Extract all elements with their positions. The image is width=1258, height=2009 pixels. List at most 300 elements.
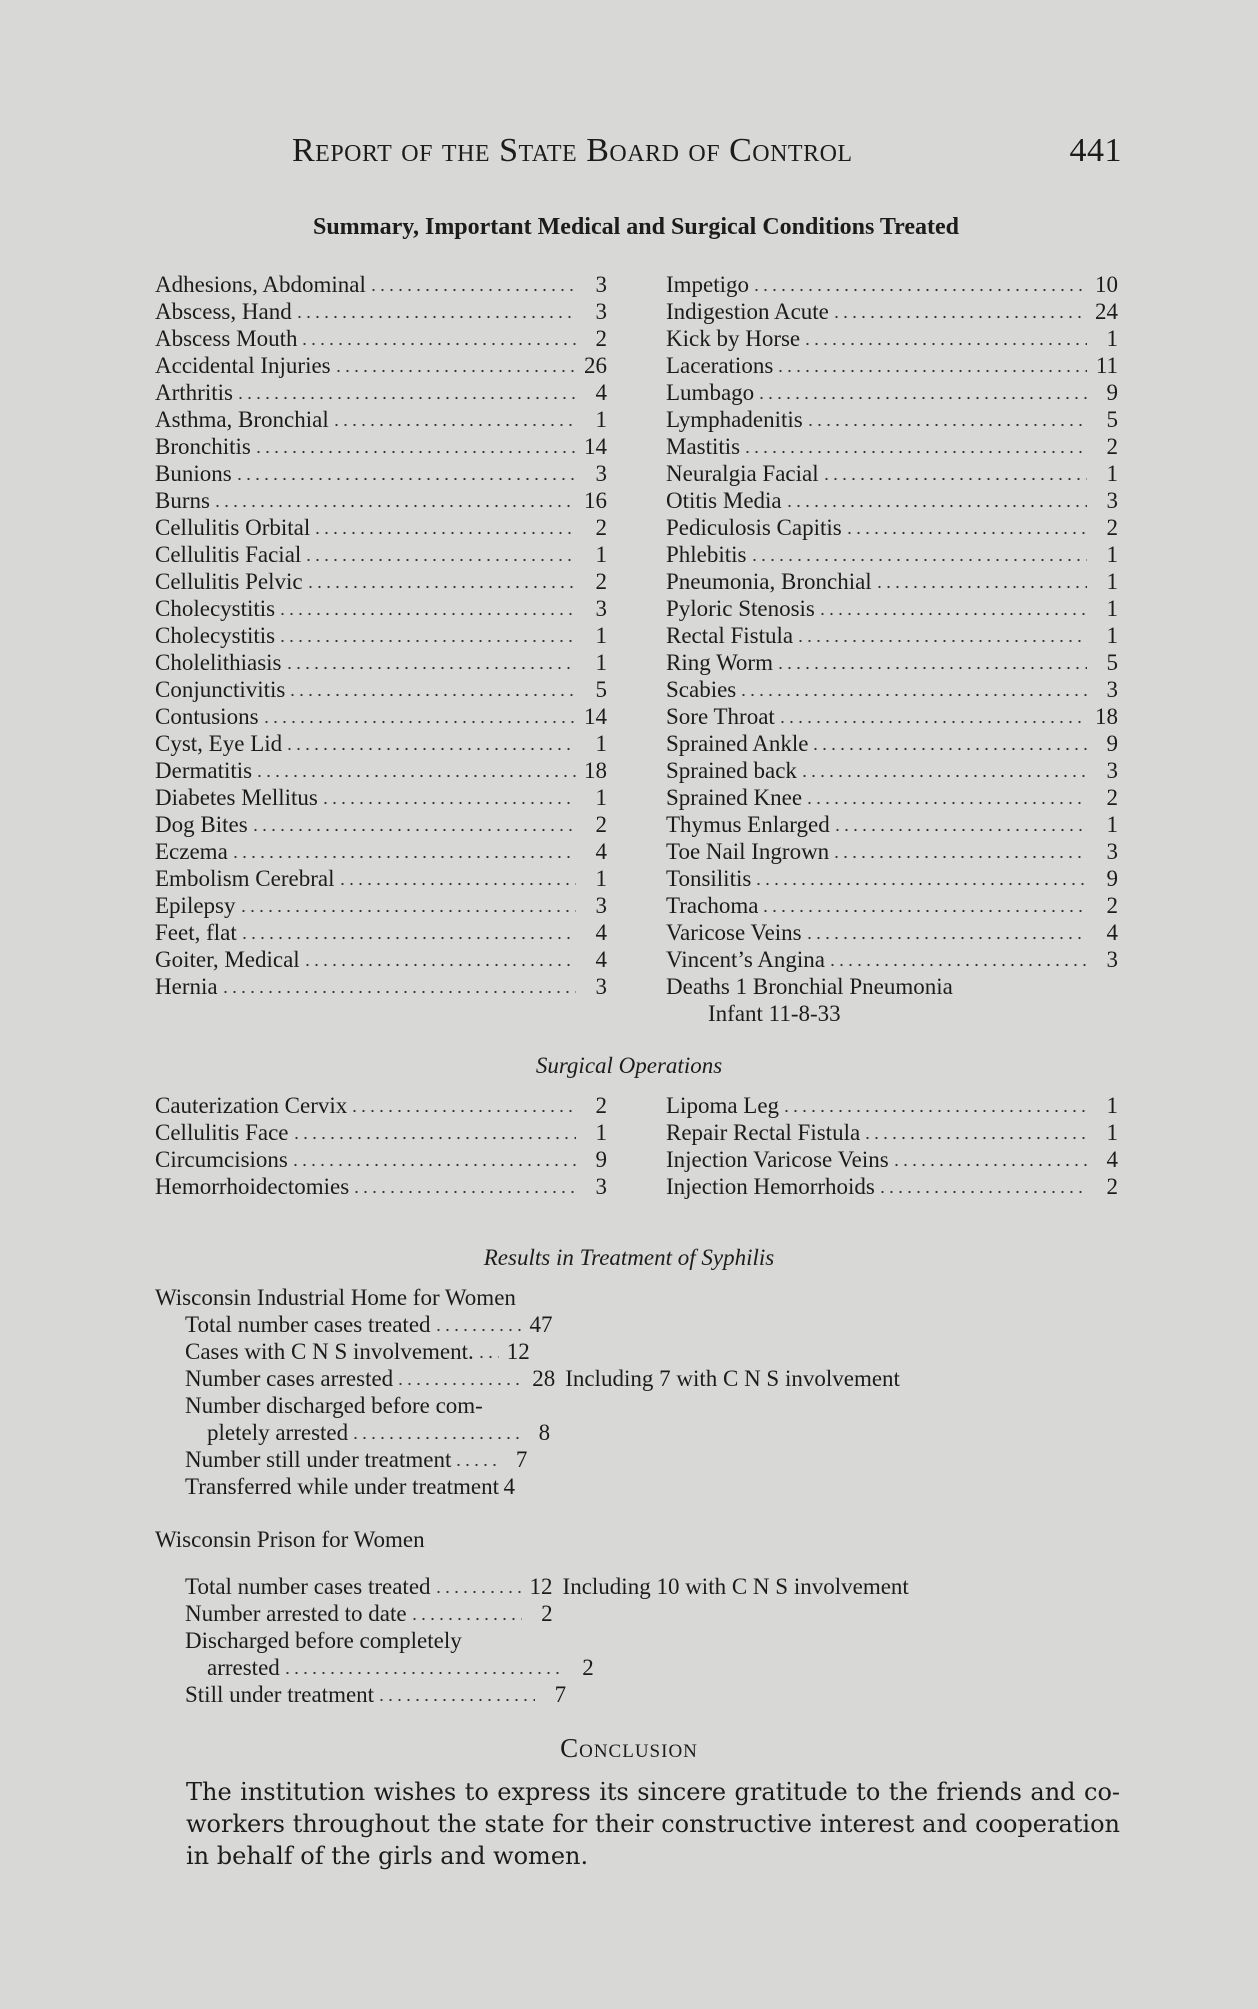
condition-label: Embolism Cerebral: [155, 866, 335, 891]
leader-dots: [803, 328, 1087, 346]
condition-count: 2: [595, 569, 607, 594]
condition-label: Kick by Horse: [666, 326, 801, 351]
condition-label: Arthritis: [155, 380, 233, 405]
condition-count: 1: [595, 407, 607, 432]
condition-count: 2: [1106, 434, 1118, 459]
condition-label: Burns: [155, 488, 210, 513]
condition-row: [155, 919, 607, 946]
condition-row: [155, 892, 607, 919]
condition-row: [155, 379, 607, 406]
condition-count: 2: [595, 326, 607, 351]
condition-row: [666, 568, 1118, 595]
leader-dots: [338, 868, 577, 886]
leader-dots: [805, 922, 1087, 940]
leader-dots: [754, 868, 1087, 886]
leader-dots: [334, 355, 576, 373]
condition-count: 5: [1106, 650, 1118, 675]
home-discharged-label-1: Number discharged before com-: [185, 1393, 483, 1418]
industrial-home-block: [155, 1284, 900, 1500]
condition-label: Pneumonia, Bronchial: [666, 569, 872, 594]
condition-count: 1: [595, 623, 607, 648]
home-still-label: Number still under treatment: [185, 1447, 452, 1472]
condition-row: [155, 703, 607, 730]
syphilis-title: Results in Treatment of Syphilis: [483, 1245, 775, 1270]
leader-dots: [278, 598, 576, 616]
condition-count: 9: [1106, 380, 1118, 405]
leader-dots: [291, 1149, 576, 1167]
leader-dots: [254, 436, 576, 454]
condition-count: 1: [1106, 623, 1118, 648]
condition-label: Lacerations: [666, 353, 774, 378]
home-arrested-row: [155, 1365, 900, 1392]
condition-row: [666, 784, 1118, 811]
leader-dots: [822, 463, 1087, 481]
condition-label: Varicose Veins: [666, 920, 802, 945]
home-transferred-row: [155, 1473, 900, 1500]
home-discharged-label-2: pletely arrested: [207, 1420, 349, 1445]
condition-count: 2: [1106, 785, 1118, 810]
condition-count: 18: [584, 758, 607, 783]
condition-label: Otitis Media: [666, 488, 782, 513]
leader-dots: [285, 733, 576, 751]
condition-row: [666, 703, 1118, 730]
home-discharged-row-1: [155, 1392, 900, 1419]
operation-label: Repair Rectal Fistula: [666, 1120, 861, 1145]
condition-row: [666, 352, 1118, 379]
operation-row: [666, 1146, 1118, 1173]
operation-count: 4: [1106, 1147, 1118, 1172]
prison-name: Wisconsin Prison for Women: [155, 1527, 425, 1552]
industrial-home-name: Wisconsin Industrial Home for Women: [155, 1285, 516, 1310]
condition-row: [155, 487, 607, 514]
condition-count: 4: [595, 947, 607, 972]
condition-row: [666, 595, 1118, 622]
leader-dots: [306, 571, 576, 589]
condition-row: [155, 622, 607, 649]
operation-count: 1: [595, 1120, 607, 1145]
operation-label: Cellulitis Face: [155, 1120, 289, 1145]
prison-arrested-label: Number arrested to date: [185, 1601, 407, 1626]
leader-dots: [863, 1122, 1087, 1140]
condition-row: [155, 271, 607, 298]
leader-dots: [805, 787, 1087, 805]
home-discharged-row-2: [155, 1419, 900, 1446]
condition-label: Contusions: [155, 704, 259, 729]
condition-label: Sprained Knee: [666, 785, 803, 810]
condition-count: 3: [1106, 488, 1118, 513]
leader-dots: [785, 490, 1087, 508]
condition-count: 1: [595, 542, 607, 567]
leader-dots: [752, 274, 1087, 292]
condition-label: Eczema: [155, 839, 228, 864]
condition-row: [666, 298, 1118, 325]
prison-discharged-label-1: Discharged before completely: [185, 1628, 462, 1653]
condition-row: [155, 460, 607, 487]
leader-dots: [761, 895, 1087, 913]
leader-dots: [239, 895, 577, 913]
home-arrested-label: Number cases arrested: [185, 1366, 394, 1391]
condition-row: [666, 433, 1118, 460]
leader-dots: [477, 1341, 499, 1359]
conclusion-title: Conclusion: [560, 1733, 698, 1763]
leader-dots: [313, 517, 576, 535]
leader-dots: [300, 328, 576, 346]
leader-dots: [750, 544, 1087, 562]
condition-label: Dermatitis: [155, 758, 253, 783]
page-number: 441: [1069, 132, 1122, 169]
operation-row: [666, 1119, 1118, 1146]
leader-dots: [878, 1176, 1087, 1194]
leader-dots: [351, 1422, 519, 1440]
operation-row: [155, 1146, 607, 1173]
leader-dots: [434, 1314, 522, 1332]
operation-label: Injection Hemorrhoids: [666, 1174, 875, 1199]
condition-count: 14: [584, 704, 607, 729]
prison-arrested-row: [155, 1600, 909, 1627]
condition-label: Cellulitis Pelvic: [155, 569, 303, 594]
home-still-row: [155, 1446, 900, 1473]
condition-label: Bronchitis: [155, 434, 251, 459]
prison-total-row: [155, 1573, 909, 1600]
condition-row: [666, 730, 1118, 757]
prison-discharged-row-2: [155, 1654, 909, 1681]
condition-label: Sprained back: [666, 758, 797, 783]
condition-row: [666, 649, 1118, 676]
condition-count: 18: [1095, 704, 1118, 729]
leader-dots: [304, 544, 576, 562]
condition-row: [666, 379, 1118, 406]
home-total-label: Total number cases treated: [185, 1312, 431, 1337]
operation-count: 9: [595, 1147, 607, 1172]
condition-label: Sore Throat: [666, 704, 775, 729]
leader-dots: [350, 1095, 576, 1113]
leader-dots: [213, 490, 576, 508]
leader-dots: [776, 652, 1087, 670]
leader-dots: [875, 571, 1087, 589]
leader-dots: [800, 760, 1087, 778]
condition-count: 5: [1106, 407, 1118, 432]
condition-count: 1: [595, 866, 607, 891]
home-discharged-value: 8: [538, 1420, 551, 1445]
condition-row: [666, 946, 1118, 973]
home-still-value: 7: [515, 1447, 528, 1472]
leader-dots: [321, 787, 576, 805]
condition-label: Ring Worm: [666, 650, 773, 675]
condition-row: [666, 514, 1118, 541]
leader-dots: [743, 436, 1087, 454]
condition-row: [155, 595, 607, 622]
home-arrested-value: 28: [532, 1366, 556, 1391]
leader-dots: [288, 679, 576, 697]
condition-label: Indigestion Acute: [666, 299, 829, 324]
condition-row: [155, 946, 607, 973]
condition-row: [155, 514, 607, 541]
condition-label: Epilepsy: [155, 893, 236, 918]
leader-dots: [396, 1368, 524, 1386]
condition-count: 2: [595, 812, 607, 837]
leader-dots: [832, 301, 1087, 319]
leader-dots: [739, 679, 1087, 697]
prison-total-label: Total number cases treated: [185, 1574, 431, 1599]
deaths-detail: Infant 11-8-33: [708, 1001, 841, 1026]
condition-count: 3: [1106, 947, 1118, 972]
home-total-row: [155, 1311, 900, 1338]
leader-dots: [236, 382, 576, 400]
condition-count: 26: [584, 353, 607, 378]
leader-dots: [796, 625, 1087, 643]
condition-count: 14: [584, 434, 607, 459]
leader-dots: [782, 1095, 1087, 1113]
condition-label: Tonsilitis: [666, 866, 752, 891]
condition-count: 3: [595, 299, 607, 324]
home-transferred-value: 4: [503, 1474, 516, 1499]
condition-row: [666, 865, 1118, 892]
home-cns-value: 12: [506, 1339, 530, 1364]
condition-label: Vincent’s Angina: [666, 947, 825, 972]
condition-row: [155, 784, 607, 811]
leader-dots: [278, 625, 576, 643]
condition-row: [155, 757, 607, 784]
operation-row: [155, 1173, 607, 1200]
home-transferred-label: Transferred while under treatment: [185, 1474, 500, 1499]
condition-count: 3: [1106, 839, 1118, 864]
leader-dots: [828, 949, 1087, 967]
home-arrested-note: Including 7 with C N S involvement: [565, 1366, 900, 1391]
condition-label: Accidental Injuries: [155, 353, 331, 378]
home-cns-label: Cases with C N S involvement.: [185, 1339, 474, 1364]
leader-dots: [255, 760, 576, 778]
operation-row: [666, 1173, 1118, 1200]
condition-count: 11: [1095, 353, 1118, 378]
condition-row: [666, 541, 1118, 568]
condition-label: Impetigo: [666, 272, 750, 297]
condition-count: 1: [1106, 542, 1118, 567]
condition-count: 24: [1095, 299, 1118, 324]
condition-count: 3: [1106, 677, 1118, 702]
leader-dots: [295, 301, 576, 319]
leader-dots: [832, 841, 1087, 859]
condition-count: 4: [595, 839, 607, 864]
condition-count: 5: [595, 677, 607, 702]
condition-count: 1: [1106, 326, 1118, 351]
condition-label: Feet, flat: [155, 920, 237, 945]
prison-arrested-value: 2: [541, 1601, 553, 1626]
leader-dots: [240, 922, 576, 940]
operation-count: 1: [1106, 1093, 1118, 1118]
leader-dots: [776, 355, 1087, 373]
condition-row: [666, 325, 1118, 352]
leader-dots: [377, 1684, 535, 1702]
condition-label: Abscess Mouth: [155, 326, 298, 351]
leader-dots: [811, 733, 1087, 751]
condition-label: Sprained Ankle: [666, 731, 809, 756]
surgical-right-column: [666, 1092, 1118, 1200]
condition-count: 3: [1106, 758, 1118, 783]
condition-row: [155, 811, 607, 838]
condition-row: [155, 838, 607, 865]
condition-count: 1: [595, 650, 607, 675]
condition-count: 9: [1106, 866, 1118, 891]
condition-label: Cellulitis Orbital: [155, 515, 311, 540]
deaths-detail-line: [666, 1000, 1118, 1027]
prison-discharged-value: 2: [582, 1655, 594, 1680]
condition-label: Scabies: [666, 677, 737, 702]
operation-count: 2: [595, 1093, 607, 1118]
prison-still-row: [155, 1681, 909, 1708]
condition-count: 4: [595, 380, 607, 405]
condition-count: 1: [595, 731, 607, 756]
condition-label: Cellulitis Facial: [155, 542, 302, 567]
condition-label: Lymphadenitis: [666, 407, 803, 432]
deaths-line: Deaths 1 Bronchial Pneumonia: [666, 974, 953, 999]
condition-row: [666, 271, 1118, 298]
leader-dots: [410, 1603, 522, 1621]
condition-count: 1: [1106, 812, 1118, 837]
condition-row: [666, 757, 1118, 784]
condition-label: Dog Bites: [155, 812, 248, 837]
condition-label: Goiter, Medical: [155, 947, 300, 972]
condition-row: [155, 676, 607, 703]
operation-count: 2: [1106, 1174, 1118, 1199]
leader-dots: [303, 949, 576, 967]
condition-label: Pyloric Stenosis: [666, 596, 815, 621]
condition-row: [666, 460, 1118, 487]
conclusion-paragraph: The institution wishes to express its sincere gratitude to the friends and co-workers throughout the state for their constructive interest and cooperation in behalf of the girls and women.: [186, 1778, 1120, 1870]
condition-count: 1: [1106, 569, 1118, 594]
summary-title: Summary, Important Medical and Surgical Conditions Treated: [312, 214, 960, 240]
condition-label: Lumbago: [666, 380, 755, 405]
condition-row: [155, 541, 607, 568]
condition-row: [155, 298, 607, 325]
condition-label: Diabetes Mellitus: [155, 785, 318, 810]
leader-dots: [818, 598, 1087, 616]
condition-count: 3: [595, 461, 607, 486]
leader-dots: [285, 652, 577, 670]
condition-count: 4: [1106, 920, 1118, 945]
leader-dots: [332, 409, 576, 427]
condition-count: 2: [1106, 515, 1118, 540]
condition-label: Phlebitis: [666, 542, 747, 567]
prison-still-label: Still under treatment: [185, 1682, 375, 1707]
condition-count: 9: [1106, 731, 1118, 756]
operation-row: [666, 1092, 1118, 1119]
condition-row: [666, 811, 1118, 838]
home-total-value: 47: [529, 1312, 553, 1337]
leader-dots: [262, 706, 576, 724]
operation-label: Hemorrhoidectomies: [155, 1174, 350, 1199]
running-head: [292, 132, 1122, 170]
prison-total-note: Including 10 with C N S involvement: [562, 1574, 909, 1599]
condition-count: 4: [595, 920, 607, 945]
condition-row: [666, 487, 1118, 514]
condition-row: [155, 730, 607, 757]
condition-count: 3: [595, 596, 607, 621]
condition-row: [155, 325, 607, 352]
operation-count: 1: [1106, 1120, 1118, 1145]
condition-row: [666, 406, 1118, 433]
prison-discharged-label-2: arrested: [207, 1655, 280, 1680]
condition-row: [155, 973, 607, 1000]
leader-dots: [892, 1149, 1087, 1167]
condition-label: Rectal Fistula: [666, 623, 794, 648]
condition-row: [155, 406, 607, 433]
condition-row: [666, 622, 1118, 649]
leader-dots: [845, 517, 1087, 535]
operation-label: Cauterization Cervix: [155, 1093, 348, 1118]
home-cns-row: [155, 1338, 900, 1365]
surgical-operations-title: Surgical Operations: [535, 1053, 723, 1078]
prison-total-value: 12: [529, 1574, 553, 1599]
condition-row: [666, 838, 1118, 865]
leader-dots: [454, 1449, 496, 1467]
condition-count: 16: [584, 488, 607, 513]
condition-label: Cholecystitis: [155, 596, 276, 621]
leader-dots: [292, 1122, 576, 1140]
condition-row: [155, 865, 607, 892]
condition-row: [155, 352, 607, 379]
condition-label: Mastitis: [666, 434, 741, 459]
condition-label: Trachoma: [666, 893, 759, 918]
report-title: Report of the State Board of Control: [292, 132, 853, 169]
condition-count: 1: [595, 785, 607, 810]
surgical-left-column: [155, 1092, 607, 1200]
leader-dots: [283, 1657, 563, 1675]
condition-count: 1: [1106, 596, 1118, 621]
leader-dots: [369, 274, 576, 292]
conditions-left-column: [155, 271, 607, 1000]
condition-row: [155, 649, 607, 676]
condition-label: Cyst, Eye Lid: [155, 731, 283, 756]
leader-dots: [434, 1576, 522, 1594]
condition-label: Bunions: [155, 461, 232, 486]
condition-count: 3: [595, 272, 607, 297]
condition-label: Asthma, Bronchial: [155, 407, 329, 432]
condition-label: Toe Nail Ingrown: [666, 839, 830, 864]
leader-dots: [251, 814, 576, 832]
operation-label: Injection Varicose Veins: [666, 1147, 889, 1172]
condition-count: 10: [1095, 272, 1118, 297]
operation-row: [155, 1092, 607, 1119]
condition-row: [666, 919, 1118, 946]
condition-count: 2: [1106, 893, 1118, 918]
operation-row: [155, 1119, 607, 1146]
leader-dots: [757, 382, 1087, 400]
condition-label: Abscess, Hand: [155, 299, 292, 324]
leader-dots: [221, 976, 576, 994]
leader-dots: [352, 1176, 576, 1194]
condition-count: 2: [595, 515, 607, 540]
condition-label: Conjunctivitis: [155, 677, 286, 702]
condition-row: [155, 433, 607, 460]
prison-discharged-row-1: [155, 1627, 909, 1654]
leader-dots: [231, 841, 576, 859]
condition-count: 1: [1106, 461, 1118, 486]
condition-label: Cholecystitis: [155, 623, 276, 648]
condition-row: [666, 892, 1118, 919]
prison-still-value: 7: [554, 1682, 567, 1707]
condition-count: 3: [595, 893, 607, 918]
prison-block: [155, 1526, 909, 1708]
operation-label: Lipoma Leg: [666, 1093, 780, 1118]
operation-label: Circumcisions: [155, 1147, 288, 1172]
condition-label: Thymus Enlarged: [666, 812, 830, 837]
condition-label: Pediculosis Capitis: [666, 515, 842, 540]
leader-dots: [778, 706, 1087, 724]
condition-row: [155, 568, 607, 595]
condition-count: 3: [595, 974, 607, 999]
condition-label: Hernia: [155, 974, 218, 999]
condition-row: [666, 676, 1118, 703]
